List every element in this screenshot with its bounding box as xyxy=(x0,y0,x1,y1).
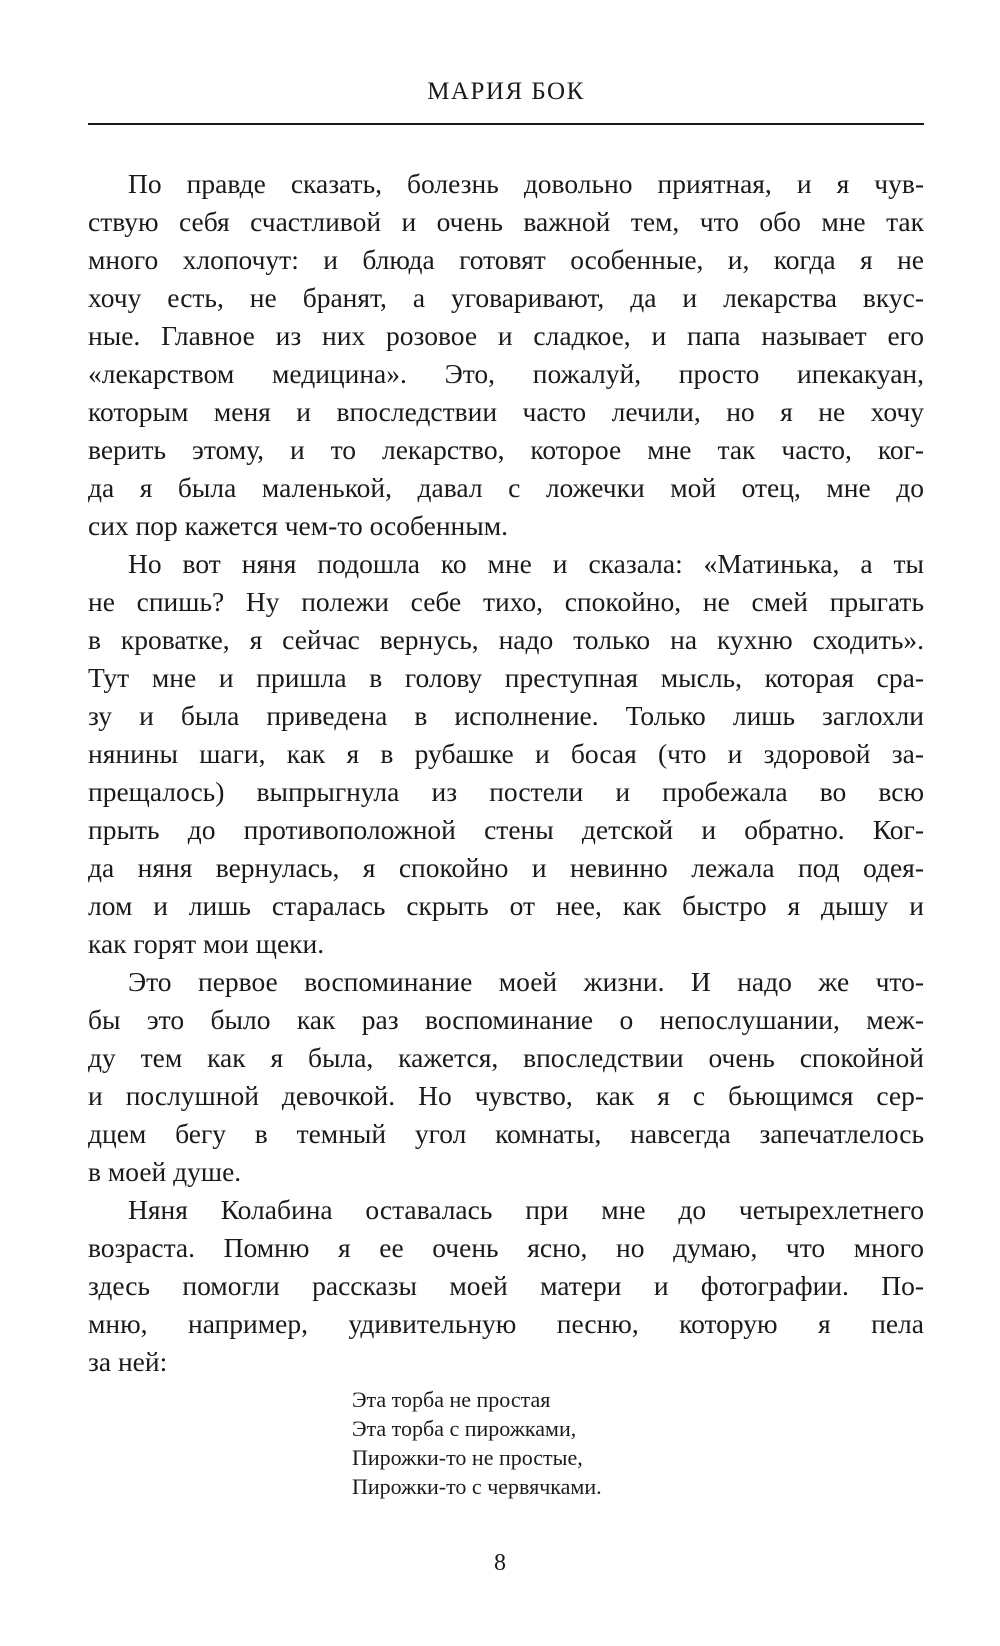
text-line: ные. Главное из них розовое и сладкое, и папа называет его xyxy=(88,320,924,351)
text-line: много хлопочут: и блюда готовят особенные, и, когда я не xyxy=(88,244,924,275)
text-line: здесь помогли рассказы моей матери и фотографии. По- xyxy=(88,1270,924,1301)
verse-block xyxy=(352,1385,602,1501)
verse-line: Эта торба с пирожками, xyxy=(352,1416,577,1441)
text-line: в кроватке, я сейчас вернусь, надо только на кухню сходить». xyxy=(88,624,924,655)
text-line: за ней: xyxy=(88,1346,168,1377)
text-line: «лекарством медицина». Это, пожалуй, просто ипекакуан, xyxy=(88,358,924,389)
text-line: лом и лишь старалась скрыть от нее, как быстро я дышу и xyxy=(88,890,924,921)
text-line: нянины шаги, как я в рубашке и босая (что и здоровой за- xyxy=(88,738,924,769)
text-line: сих пор кажется чем-то особенным. xyxy=(88,510,509,541)
text-line: дцем бегу в темный угол комнаты, навсегда запечатлелось xyxy=(88,1118,924,1149)
running-head: МАРИЯ БОК xyxy=(427,78,585,105)
text-line: ствую себя счастливой и очень важной тем, что обо мне так xyxy=(88,206,924,237)
body-text xyxy=(88,165,924,1381)
text-line: как горят мои щеки. xyxy=(88,928,325,959)
header-rule xyxy=(88,123,924,125)
text-line: и послушной девочкой. Но чувство, как я с бьющимся сер- xyxy=(88,1080,924,1111)
text-line: По правде сказать, болезнь довольно приятная, и я чув- xyxy=(128,168,924,199)
text-line: Но вот няня подошла ко мне и сказала: «Матинька, а ты xyxy=(128,548,924,579)
page-number: 8 xyxy=(494,1550,506,1576)
text-line: прыть до противоположной стены детской и обратно. Ког- xyxy=(88,814,924,845)
text-line: возраста. Помню я ее очень ясно, но думаю, что много xyxy=(88,1232,924,1263)
text-line: Тут мне и пришла в голову преступная мысль, которая сра- xyxy=(88,662,924,693)
text-line: зу и была приведена в исполнение. Только лишь заглохли xyxy=(88,700,924,731)
verse-line: Эта торба не простая xyxy=(352,1387,551,1412)
text-line: не спишь? Ну полежи себе тихо, спокойно, не смей прыгать xyxy=(88,586,924,617)
text-line: мню, например, удивительную песню, которую я пела xyxy=(88,1308,924,1339)
verse-line: Пирожки-то с червячками. xyxy=(352,1474,602,1499)
text-line: Няня Колабина оставалась при мне до четырехлетнего xyxy=(128,1194,924,1225)
text-line: прещалось) выпрыгнула из постели и пробежала во всю xyxy=(88,776,924,807)
text-line: хочу есть, не бранят, а уговаривают, да и лекарства вкус- xyxy=(88,282,924,313)
text-line: бы это было как раз воспоминание о непослушании, меж- xyxy=(88,1004,924,1035)
text-line: ду тем как я была, кажется, впоследствии очень спокойной xyxy=(88,1042,924,1073)
text-line: да няня вернулась, я спокойно и невинно лежала под одея- xyxy=(88,852,924,883)
verse-line: Пирожки-то не простые, xyxy=(352,1445,583,1470)
text-line: которым меня и впоследствии часто лечили, но я не хочу xyxy=(88,396,924,427)
text-line: верить этому, и то лекарство, которое мне так часто, ког- xyxy=(88,434,924,465)
text-line: в моей душе. xyxy=(88,1156,242,1187)
text-line: Это первое воспоминание моей жизни. И надо же что- xyxy=(128,966,924,997)
text-line: да я была маленькой, давал с ложечки мой отец, мне до xyxy=(88,472,924,503)
